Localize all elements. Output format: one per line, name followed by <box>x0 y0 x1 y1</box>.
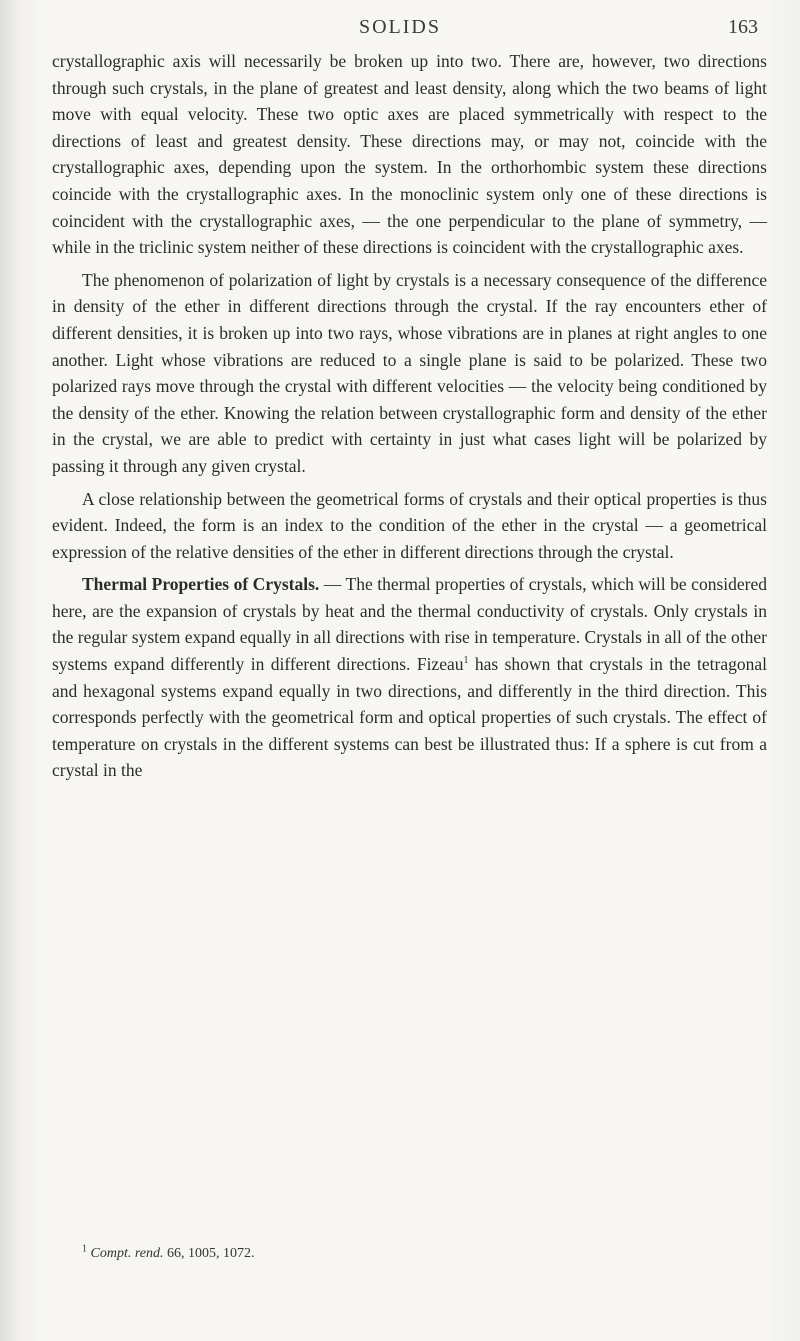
running-head <box>0 16 800 46</box>
paragraph-geometrical-forms: A close relationship between the geometrical forms of crystals and their optical properties is thus evident. Indeed, the form is an index to the condition of the ether in the crystal — a geometrical expression of the relative densities of the ether in different directions through the crystal. <box>52 488 767 562</box>
paragraph-polarization: The phenomenon of polarization of light by crystals is a necessary consequence of the difference in density of the ether in different directions through the crystal. If the ray encounters ether of different densities, it is broken up into two rays, whose vibrations are in planes at right angles to one another. Light whose vibrations are reduced to a single plane is said to be polarized. These two polarized rays move through the crystal with different velocities — the velocity being conditioned by the density of the ether. Knowing the relation between crystallographic form and density of the ether in the crystal, we are able to predict with certainty in just what cases light will be polarized by passing it through any given crystal. <box>52 269 767 476</box>
paragraph-continuation: crystallographic axis will necessarily be broken up into two. There are, however, two directions through such crystals, in the plane of greatest and least density, along which the two beams of light move with equal velocity. These two optic axes are placed symmetrically with respect to the directions of least and greatest density. These directions may, or may not, coincide with the crystallographic axes, depending upon the system. In the orthorhombic system these directions coincide with the crystallographic axes. In the monoclinic system only one of these directions is coincident with the crystallographic axes, — the one perpendicular to the plane of symmetry, — while in the triclinic system neither of these directions is coincident with the crystallographic axes. <box>52 51 767 258</box>
running-title: SOLIDS <box>358 16 441 38</box>
footnote-mark: 1 <box>82 1243 87 1255</box>
gutter-shadow <box>0 0 18 1341</box>
footnote-source: Compt. rend. <box>90 1246 164 1261</box>
paragraph-text: — The thermal properties of crystals, which will be considered here, are the expansion of crystals by heat and the thermal conductivity of crystals. Only crystals in the regular system expand equally in all directions with rise in temperature. Crystals in all of the other systems expand differently in different directions. Fizeau <box>52 574 767 675</box>
footnote <box>82 1244 762 1264</box>
paragraph-thermal-properties <box>52 571 767 784</box>
section-heading-thermal-properties: Thermal Properties of Crystals. <box>82 574 320 595</box>
paragraph-text-continued: has shown that crystals in the tetragonal and hexagonal systems expand equally in two directions, and differently in the third direction. This corresponds perfectly with the geometrical form and optical properties of such crystals. The effect of temperature on crystals in the different systems can best be illustrated thus: If a sphere is cut from a crystal in the <box>52 654 767 781</box>
page-number: 163 <box>728 16 758 38</box>
footnote-citation: 66, 1005, 1072. <box>163 1246 255 1261</box>
footnote-reference: 1 <box>463 655 469 667</box>
body-text <box>52 48 767 790</box>
